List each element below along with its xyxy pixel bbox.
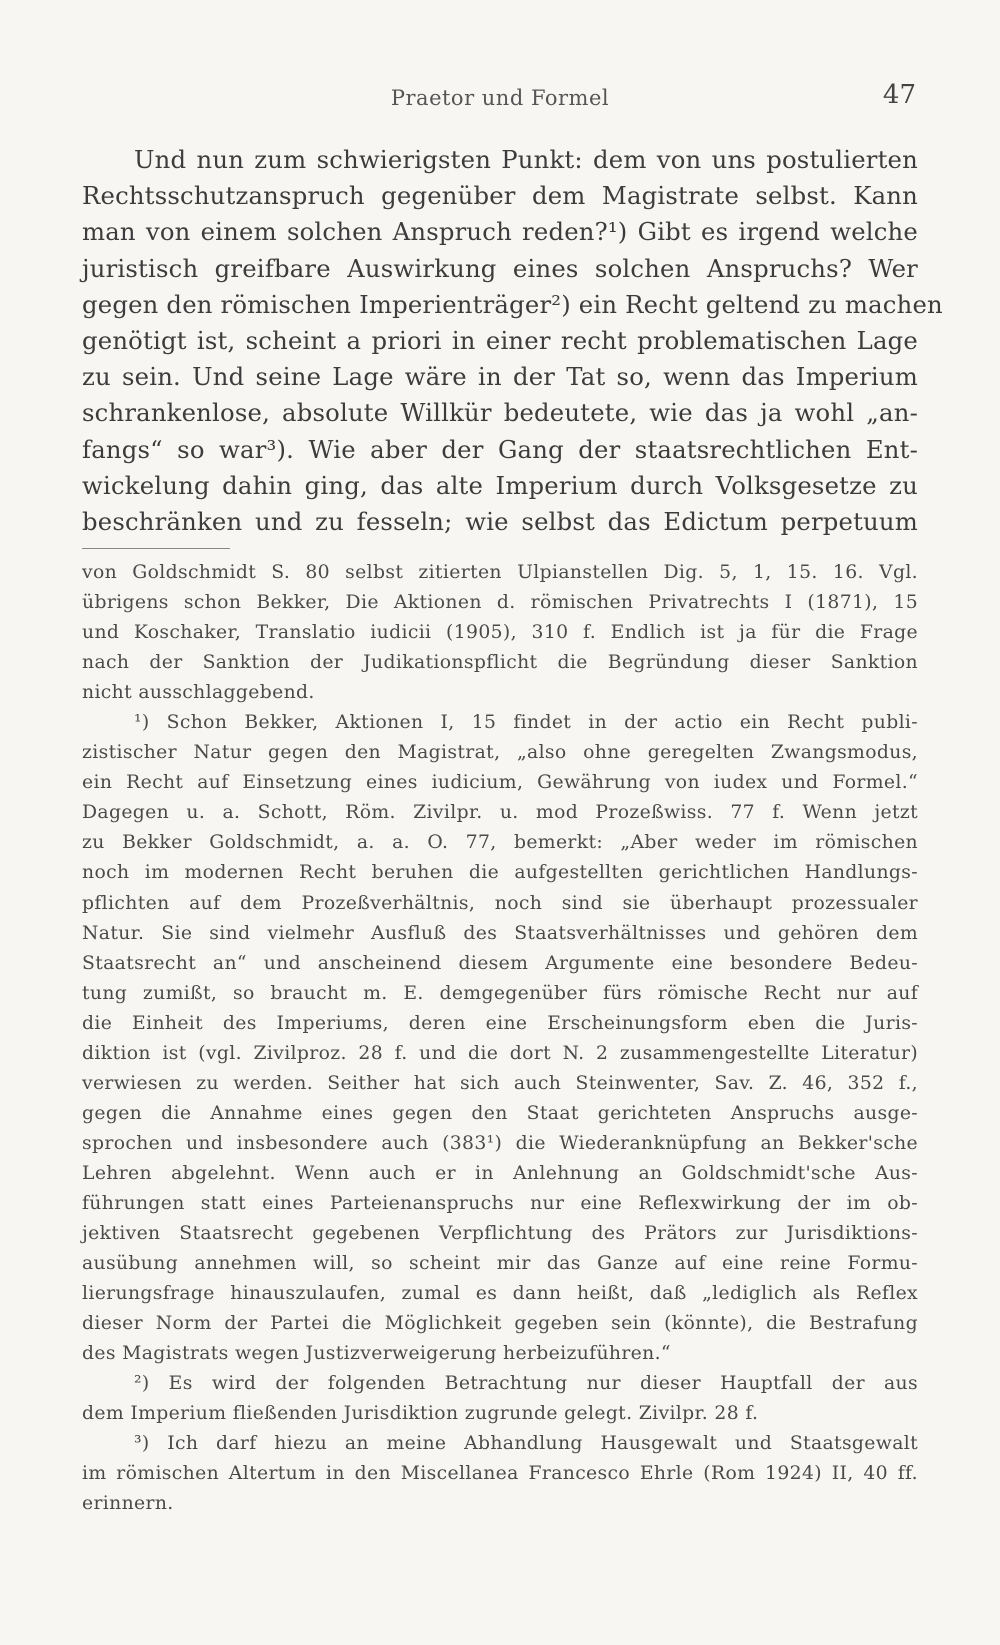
footnote-1-line: lierungsfrage hinauszulaufen, zumal es dann heißt, daß „lediglich als Reflex — [82, 1283, 918, 1305]
footnote-1-line: des Magistrats wegen Justizverweigerung herbeizuführen.“ — [82, 1343, 671, 1365]
text-line: beschränken und zu fesseln; wie selbst das Edictum perpetuum — [82, 506, 918, 536]
footnotes — [82, 558, 918, 1520]
footnote-1-line: verwiesen zu werden. Seither hat sich auch Steinwenter, Sav. Z. 46, 352 f., — [82, 1072, 918, 1094]
text-line: zu sein. Und seine Lage wäre in der Tat so, wenn das Imperium — [82, 362, 918, 392]
text-line: schrankenlose, absolute Willkür bedeutete, wie das ja wohl „an- — [82, 398, 918, 428]
text-line: man von einem solchen Anspruch reden?¹) Gibt es irgend welche — [82, 217, 918, 247]
footnote-1-line: noch im modernen Recht beruhen die aufgestellten gerichtlichen Handlungs- — [82, 862, 918, 884]
footnote-1-line: zistischer Natur gegen den Magistrat, „also ohne geregelten Zwangsmodus, — [82, 742, 918, 764]
footnote-1-line: dieser Norm der Partei die Möglichkeit gegeben sein (könnte), die Bestrafung — [82, 1313, 918, 1335]
footnote-line: von Goldschmidt S. 80 selbst zitierten Ulpianstellen Dig. 5, 1, 15. 16. Vgl. — [82, 562, 918, 583]
footnote-1-line: diktion ist (vgl. Zivilproz. 28 f. und die dort N. 2 zusammengestellte Literatur) — [82, 1042, 918, 1064]
footnote-2-line: dem Imperium fließenden Jurisdiktion zugrunde gelegt. Zivilpr. 28 f. — [82, 1403, 759, 1425]
footnote-1-line: gegen die Annahme eines gegen den Staat gerichteten Anspruchs ausge- — [82, 1102, 918, 1124]
footnote-1-line: ausübung annehmen will, so scheint mir das Ganze auf eine reine Formu- — [82, 1253, 918, 1275]
footnote-1-line: Lehren abgelehnt. Wenn auch er in Anlehnung an Goldschmidt'sche Aus- — [82, 1162, 918, 1184]
footnote-1-line: ¹) Schon Bekker, Aktionen I, 15 findet in der actio ein Recht publi- — [134, 712, 918, 734]
main-paragraph — [82, 142, 943, 540]
footnote-1-line: jektiven Staatsrecht gegebenen Verpflichtung des Prätors zur Jurisdiktions- — [82, 1223, 918, 1245]
page-number: 47 — [882, 80, 916, 110]
footnote-separator — [82, 548, 230, 549]
text-line: juristisch greifbare Auswirkung eines solchen Anspruchs? Wer — [82, 253, 918, 283]
footnote-line: nicht ausschlaggebend. — [82, 682, 315, 704]
footnote-1-line: führungen statt eines Parteienanspruchs nur eine Reflexwirkung der im ob- — [82, 1192, 918, 1214]
footnote-1-line: Natur. Sie sind vielmehr Ausfluß des Staatsverhältnisses und gehören dem — [82, 922, 918, 944]
footnote-3-line: erinnern. — [82, 1493, 174, 1515]
footnote-1-line: sprochen und insbesondere auch (383¹) die Wiederanknüpfung an Bekker'sche — [82, 1132, 918, 1154]
footnote-2-line: ²) Es wird der folgenden Betrachtung nur dieser Hauptfall der aus — [134, 1373, 918, 1395]
footnote-1-line: Dagegen u. a. Schott, Röm. Zivilpr. u. mod Prozeßwiss. 77 f. Wenn jetzt — [82, 802, 918, 824]
text-line: Und nun zum schwierigsten Punkt: dem von uns postulierten — [134, 145, 918, 174]
footnote-1-line: ein Recht auf Einsetzung eines iudicium, Gewährung von iudex und Formel.“ — [82, 772, 918, 794]
footnote-3-line: im römischen Altertum in den Miscellanea Francesco Ehrle (Rom 1924) II, 40 ff. — [82, 1463, 918, 1485]
footnote-line: nach der Sanktion der Judikationspflicht die Begründung dieser Sanktion — [82, 652, 918, 674]
text-line: Rechtsschutzanspruch gegenüber dem Magistrate selbst. Kann — [82, 181, 918, 211]
footnote-1-line: zu Bekker Goldschmidt, a. a. O. 77, bemerkt: „Aber weder im römischen — [82, 832, 918, 854]
footnote-1-line: Staatsrecht an“ und anscheinend diesem Argumente eine besondere Bedeu- — [82, 952, 918, 974]
footnote-3-line: ³) Ich darf hiezu an meine Abhandlung Hausgewalt und Staatsgewalt — [134, 1433, 918, 1455]
footnote-1-line: die Einheit des Imperiums, deren eine Erscheinungsform eben die Juris- — [82, 1012, 918, 1034]
footnote-line: und Koschaker, Translatio iudicii (1905), 310 f. Endlich ist ja für die Frage — [82, 622, 918, 644]
footnote-1-line: tung zumißt, so braucht m. E. demgegenüber fürs römische Recht nur auf — [82, 982, 918, 1004]
text-line: fangs“ so war³). Wie aber der Gang der staatsrechtlichen Ent- — [82, 434, 918, 464]
text-line: genötigt ist, scheint a priori in einer recht problematischen Lage — [82, 325, 918, 355]
footnote-1-line: pflichten auf dem Prozeßverhältnis, noch sind sie überhaupt prozessualer — [82, 892, 918, 914]
footnote-line: übrigens schon Bekker, Die Aktionen d. römischen Privatrechts I (1871), 15 — [82, 592, 918, 614]
running-title: Praetor und Formel — [390, 86, 610, 110]
text-line: gegen den römischen Imperienträger²) ein Recht geltend zu machen — [82, 289, 943, 319]
text-line: wickelung dahin ging, das alte Imperium durch Volksgesetze zu — [82, 470, 918, 500]
page-header — [82, 80, 918, 116]
